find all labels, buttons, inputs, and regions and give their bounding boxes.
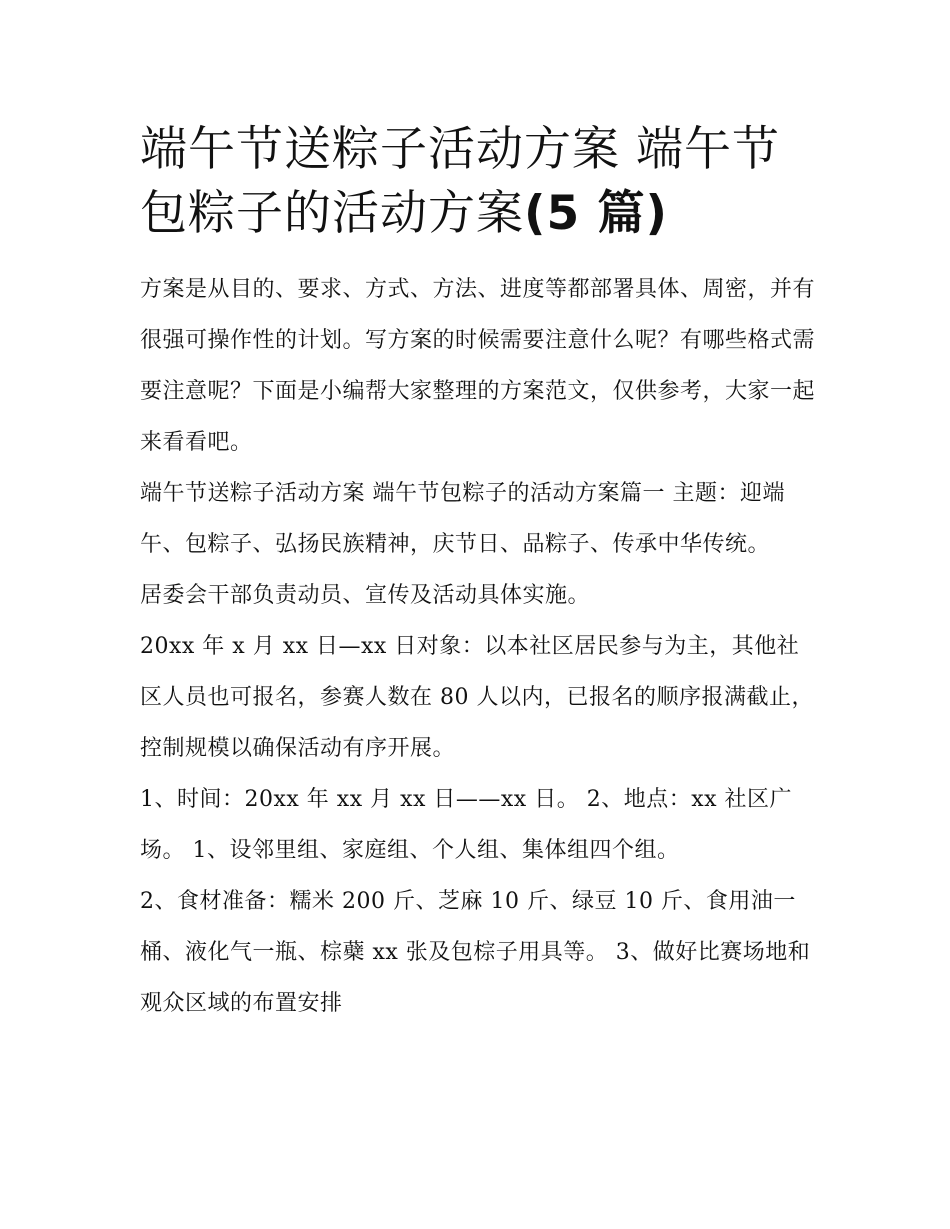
paragraph-participants: 20xx 年 x 月 xx 日—xx 日对象：以本社区居民参与为主，其他社区人员也可报名，参赛人数在 80 人以内，已报名的顺序报满截止，控制规模以确保活动有序开展。 [140, 634, 814, 761]
paragraph-time-location: 1、时间：20xx 年 xx 月 xx 日——xx 日。 2、地点：xx 社区广场。 1、设邻里组、家庭组、个人组、集体组四个组。 [140, 787, 793, 863]
paragraph-theme: 端午节送粽子活动方案 端午节包粽子的活动方案篇一 主题：迎端午、包粽子、弘扬民族精神，庆节日、品粽子、传承中华传统。 [140, 481, 785, 557]
paragraph-preparation: 2、食材准备：糯米 200 斤、芝麻 10 斤、绿豆 10 斤、食用油一桶、液化气一瓶、棕蘗 xx 张及包棕子用具等。 3、做好比赛场地和观众区域的布置安排 [140, 889, 811, 1016]
document-title [140, 118, 820, 246]
document-page [140, 118, 820, 1029]
paragraph-organizer: 居委会干部负责动员、宣传及活动具体实施。 [140, 583, 591, 608]
title-count-text: (5 篇) [524, 186, 669, 241]
paragraph-intro: 方案是从目的、要求、方式、方法、进度等都部署具体、周密，并有很强可操作性的计划。写方案的时候需要注意什么呢？有哪些格式需要注意呢？下面是小编帮大家整理的方案范文，仅供参考，大家一起来看看吧。 [140, 277, 816, 455]
title-main-text: 端午节送粽子活动方案 端午节包粽子的活动方案 [140, 122, 780, 241]
